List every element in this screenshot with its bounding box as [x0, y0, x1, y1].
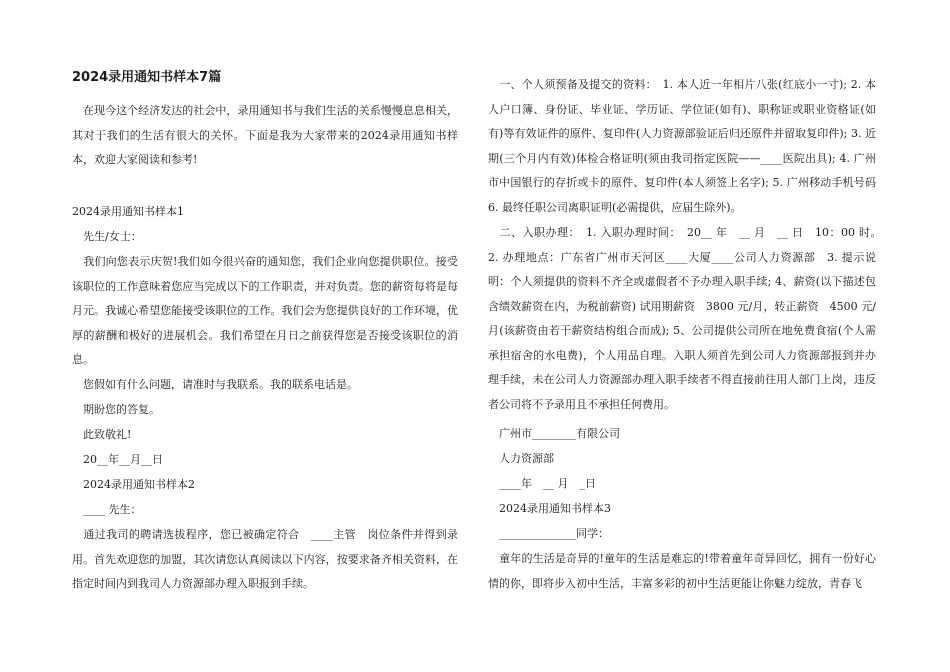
sample2-body: 通过我司的聘请选拔程序，您已被确定符合 ____主管 岗位条件并得到录用。首先欢迎您的加盟，其次请您认真阅读以下内容，按要求备齐相关资料，在指定时间内到我司人力资源部办理入职报到手续。: [72, 528, 458, 590]
sample1-body: 我们向您表示庆贺!我们如今很兴奋的通知您，我们企业向您提供职位。接受该职位的工作意味着您应当完成以下的工作职责，并对负责。您的薪资每将是每月元。我诚心希望您能接受该职位的工作。我们会为您提供良好的工作环境，优厚的薪酬和极好的进展机会。我们希望在月日之前获得您是否接受该职位的消息。: [72, 255, 458, 366]
sample1-salutation: 先生/女士：: [72, 230, 142, 243]
sample1-closing: 此致敬礼!: [72, 428, 132, 441]
page-title: 2024录用通知书样本7篇: [72, 70, 222, 85]
sample1-reply: 期盼您的答复。: [72, 403, 160, 416]
sample3-salutation: ______________同学：: [488, 527, 609, 540]
sample2-salutation: ____ 先生：: [72, 503, 142, 516]
sample2-heading: 2024录用通知书样本2: [72, 478, 195, 491]
section-onboarding: 二、入职办理： 1. 入职办理时间： 20__ 年 __ 月 __ 日 10：00 时。 2. 办理地点：广东省广州市天河区____大厦____公司人力资源部 3. 提示说明：个人须提供的资料不齐全或虚假者不予办理入职手续; 4、薪资(以下描述包含绩效薪资在内，为税前薪资) 试用期薪资 3800 元/月，转正薪资 4500 元/月(该薪资由若干薪资结构组合而成); 5、公司提供公司所在地免费食宿(个人需承担宿舍的水电费)，个人用品自理。入职人须首先到公司人力资源部报到并办理手续，未在公司人力资源部办理入职手续者不得直接前往用人部门上岗，违反者公司将不予录用且不承担任何费用。: [488, 226, 887, 411]
sample1-heading: 2024录用通知书样本1: [72, 205, 184, 218]
sample3-heading: 2024录用通知书样本3: [488, 502, 611, 515]
sample1-date: 20__年__月__日: [72, 453, 163, 466]
signature-company: 广州市________有限公司: [488, 427, 620, 440]
intro-paragraph: 在现今这个经济发达的社会中，录用通知书与我们生活的关系慢慢息息相关，其对于我们的生活有很大的关怀。下面是我为大家带来的2024录用通知书样本，欢迎大家阅读和参考!: [72, 104, 458, 166]
section-documents: 一、个人须预备及提交的资料： 1. 本人近一年相片八张(红底小一寸); 2. 本人户口簿、身份证、毕业证、学历证、学位证(如有)、职称证或职业资格证(如有)等有效证件的原件、复印件(人力资源部验证后归还原件并留取复印件); 3. 近期(三个月内有效)体检合格证明(须由我司指定医院——____医院出具); 4. 广州市中国银行的存折或卡的原件、复印件(本人须签上名字); 5. 广州移动手机号码 6. 最终任职公司离职证明(必需提供，应届生除外)。: [488, 78, 887, 214]
sample1-contact: 您假如有什么问题，请准时与我联系。我的联系电话是。: [72, 378, 358, 391]
signature-date: ____年 __ 月 _日: [488, 477, 596, 490]
signature-department: 人力资源部: [488, 452, 554, 465]
sample3-body: 童年的生活是奇异的!童年的生活是难忘的!带着童年奇异回忆，拥有一份好心情的你，即将步入初中生活，丰富多彩的初中生活更能让你魅力绽放，青春飞: [488, 552, 876, 590]
